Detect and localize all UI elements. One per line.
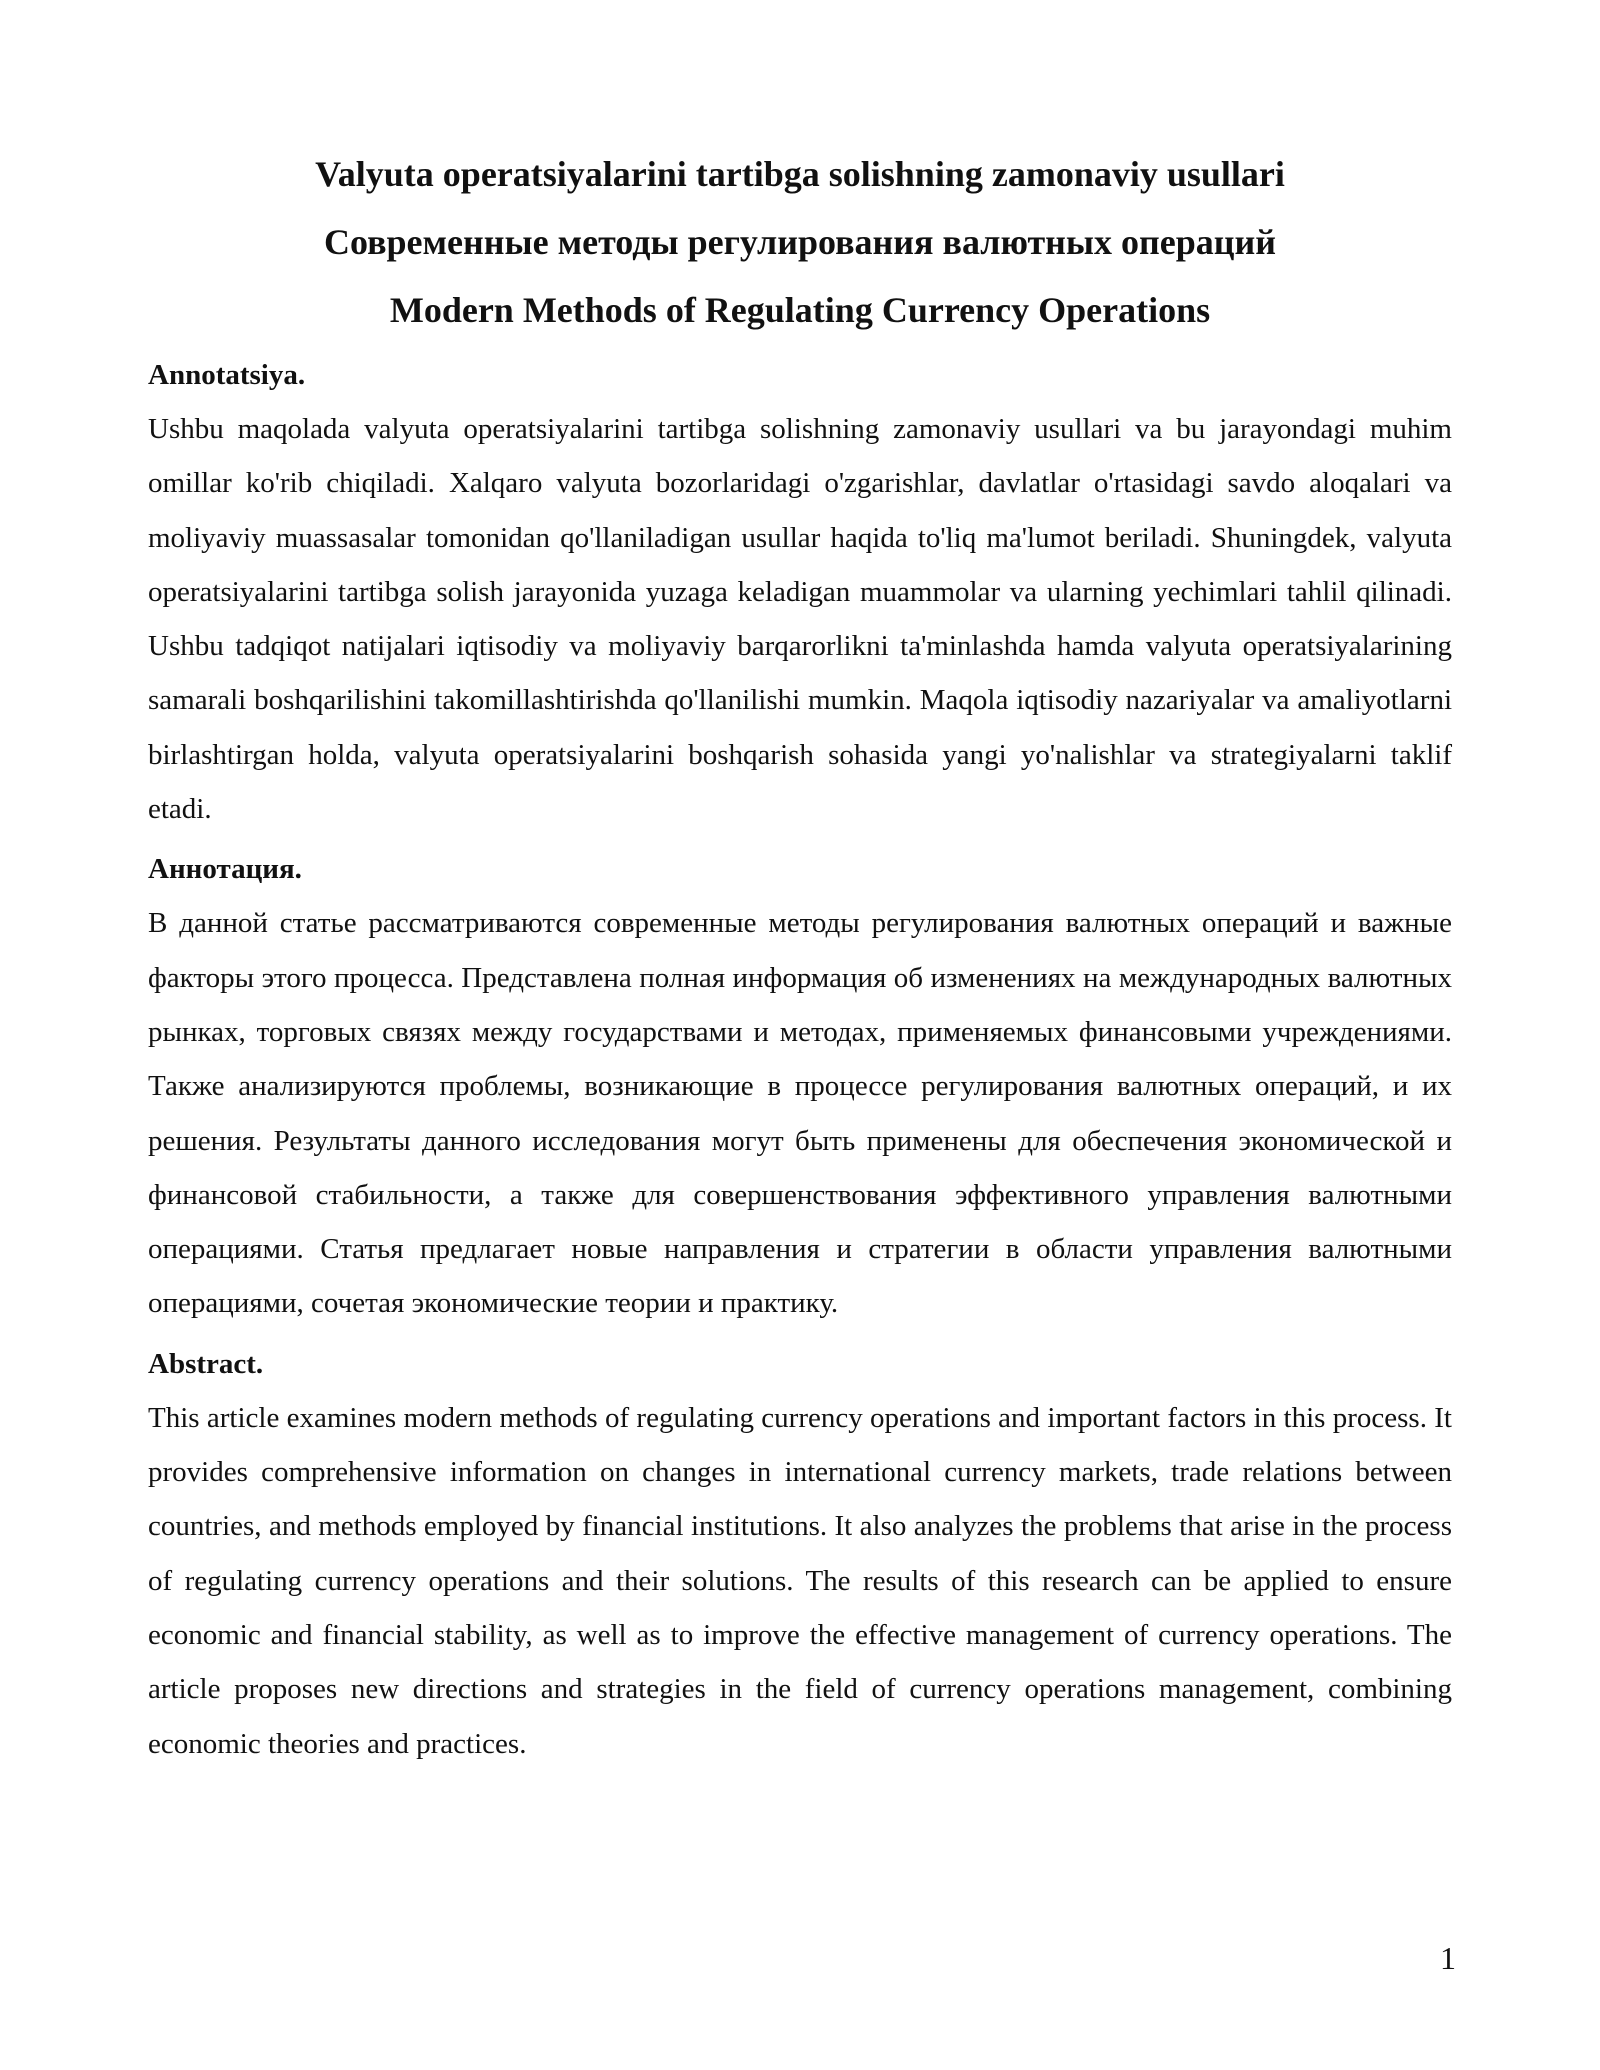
annotatsiya-text: Ushbu maqolada valyuta operatsiyalarini tartibga solishning zamonaviy usullari va bu jarayondagi muhim omillar ko'rib chiqiladi. Xalqaro valyuta bozorlaridagi o'zgarishlar, davlatlar o'rtasidagi savdo aloqalari va moliyaviy muassasalar tomonidan qo'llaniladigan usullar haqida to'liq ma'lumot beriladi. Shuningdek, valyuta operatsiyalarini tartibga solish jarayonida yuzaga keladigan muammolar va ularning yechimlari tahlil qilinadi. Ushbu tadqiqot natijalari iqtisodiy va moliyaviy barqarorlikni ta'minlashda hamda valyuta operatsiyalarining samarali boshqarilishini takomillashtirishda qo'llanilishi mumkin. Maqola iqtisodiy nazariyalar va amaliyotlarni birlashtirgan holda, valyuta operatsiyalarini boshqarish sohasida yangi yo'nalishlar va strategiyalarni taklif etadi. xyxy=(148,413,1452,826)
page-number: 1 xyxy=(1440,1940,1456,1976)
abstract-text: This article examines modern methods of regulating currency operations and important factors in this process. It provides comprehensive information on changes in international currency markets, trade relations between countries, and methods employed by financial institutions. It also analyzes the problems that arise in the process of regulating currency operations and their solutions. The results of this research can be applied to ensure economic and financial stability, as well as to improve the effective management of currency operations. The article proposes new directions and strategies in the field of currency operations management, combining economic theories and practices. xyxy=(148,1401,1452,1760)
title-english: Modern Methods of Regulating Currency Operations xyxy=(389,290,1211,330)
annotatsiya-ru-heading: Аннотация. xyxy=(148,853,302,886)
title-uzbek: Valyuta operatsiyalarini tartibga solishning zamonaviy usullari xyxy=(315,154,1285,194)
title-russian: Современные методы регулирования валютных операций xyxy=(323,222,1276,262)
annotatsiya-ru-text: В данной статье рассматриваются современные методы регулирования валютных операций и важные факторы этого процесса. Представлена полная информация об изменениях на международных валютных рынках, торговых связях между государствами и методах, применяемых финансовыми учреждениями. Также анализируются проблемы, возникающие в процессе регулирования валютных операций, и их решения. Результаты данного исследования могут быть применены для обеспечения экономической и финансовой стабильности, а также для совершенствования эффективного управления валютными операциями. Статья предлагает новые направления и стратегии в области управления валютными операциями, сочетая экономические теории и практику. xyxy=(148,907,1452,1320)
annotatsiya-heading: Annotatsiya. xyxy=(148,359,306,391)
abstracts-content xyxy=(148,348,1452,1777)
abstract-heading: Abstract. xyxy=(148,1347,264,1380)
title-block xyxy=(148,140,1452,344)
